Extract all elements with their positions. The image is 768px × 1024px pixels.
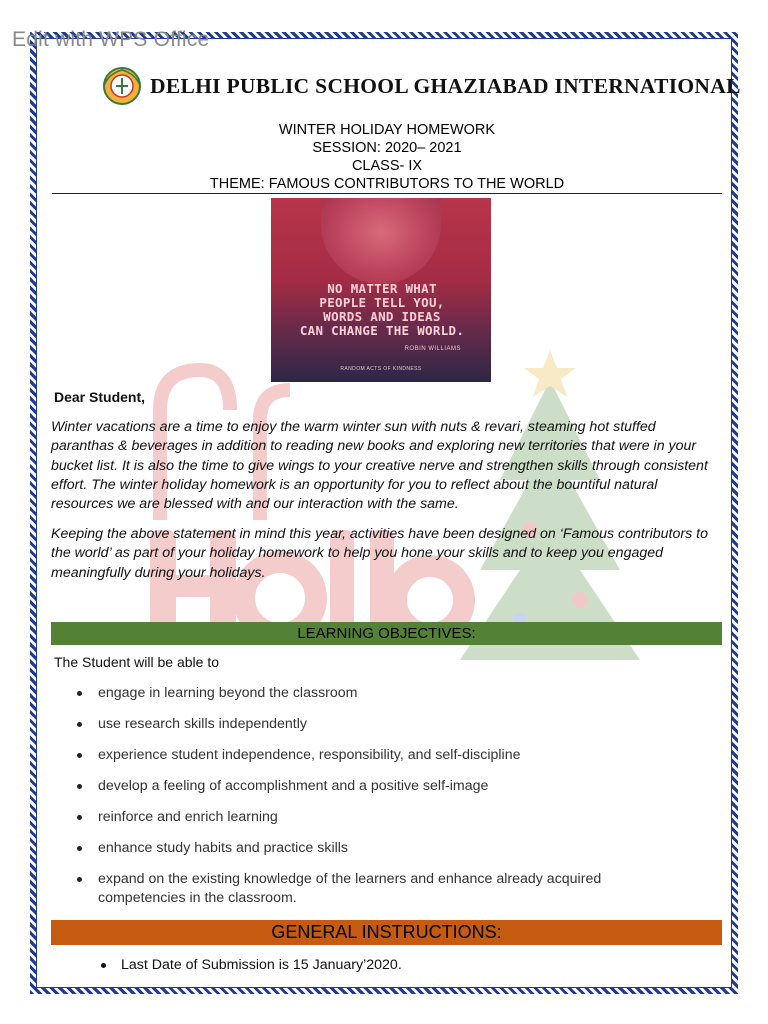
- portrait-art: [321, 198, 441, 284]
- poster-quote-line: NO MATTER WHAT: [327, 281, 437, 296]
- wps-watermark: Edit with WPS Office: [12, 28, 210, 51]
- class-label: CLASS- IX: [351, 158, 423, 174]
- list-item: Last Date of Submission is 15 January’2020.: [96, 956, 696, 974]
- list-item: expand on the existing knowledge of the learners and enhance already acquired competencies in the classroom.: [70, 870, 690, 907]
- intro-paragraph: Winter vacations are a time to enjoy the warm winter sun with nuts & revari, steaming hot stuffed paranthas & beverages in addition to reading new books and exploring new territories that were in your bucket list. It is also the time to give wings to your creative nerve and strengthen skills through consistent effort. The winter holiday homework is an opportunity for you to reflect about the bountiful natural resources we are blessed with and our interaction with the same.: [51, 419, 708, 513]
- homework-title: WINTER HOLIDAY HOMEWORK: [278, 122, 496, 138]
- theme-paragraph: Keeping the above statement in mind this year, activities have been designed on ‘Famous contributors to the world’ as part of your holiday homework to help you hone your skills and to keep you engaged meaningfully during your holidays.: [51, 526, 708, 581]
- title-divider: [52, 193, 722, 194]
- general-instructions-heading: GENERAL INSTRUCTIONS:: [51, 920, 722, 945]
- quote-poster-image: [271, 198, 491, 382]
- greeting: Dear Student,: [54, 389, 146, 405]
- list-item: experience student independence, responsibility, and self-discipline: [70, 746, 690, 765]
- objectives-lead: The Student will be able to: [54, 654, 219, 670]
- list-item: engage in learning beyond the classroom: [70, 684, 690, 703]
- school-header: [100, 66, 741, 106]
- poster-quote-line: CAN CHANGE THE WORLD.: [299, 323, 465, 338]
- learning-objectives-heading: LEARNING OBJECTIVES:: [51, 622, 722, 645]
- poster-author: ROBIN WILLIAMS: [404, 346, 461, 352]
- poster-footer: RANDOM ACTS OF KINDNESS: [340, 366, 422, 372]
- homework-titles: [52, 121, 722, 193]
- list-item: reinforce and enrich learning: [70, 808, 690, 827]
- poster-quote-line: WORDS AND IDEAS: [323, 309, 441, 324]
- list-item: develop a feeling of accomplishment and a positive self-image: [70, 777, 690, 796]
- school-name: DELHI PUBLIC SCHOOL GHAZIABAD INTERNATIONAL: [150, 73, 741, 98]
- theme-label: THEME: FAMOUS CONTRIBUTORS TO THE WORLD: [209, 176, 565, 192]
- list-item: enhance study habits and practice skills: [70, 839, 690, 858]
- poster-quote-line: PEOPLE TELL YOU,: [319, 295, 445, 310]
- objectives-list: [70, 684, 690, 907]
- poster-quote: [287, 282, 477, 338]
- session-label: SESSION: 2020– 2021: [312, 140, 462, 156]
- instructions-list: [96, 956, 696, 974]
- school-crest-icon: [100, 66, 144, 106]
- list-item: use research skills independently: [70, 715, 690, 734]
